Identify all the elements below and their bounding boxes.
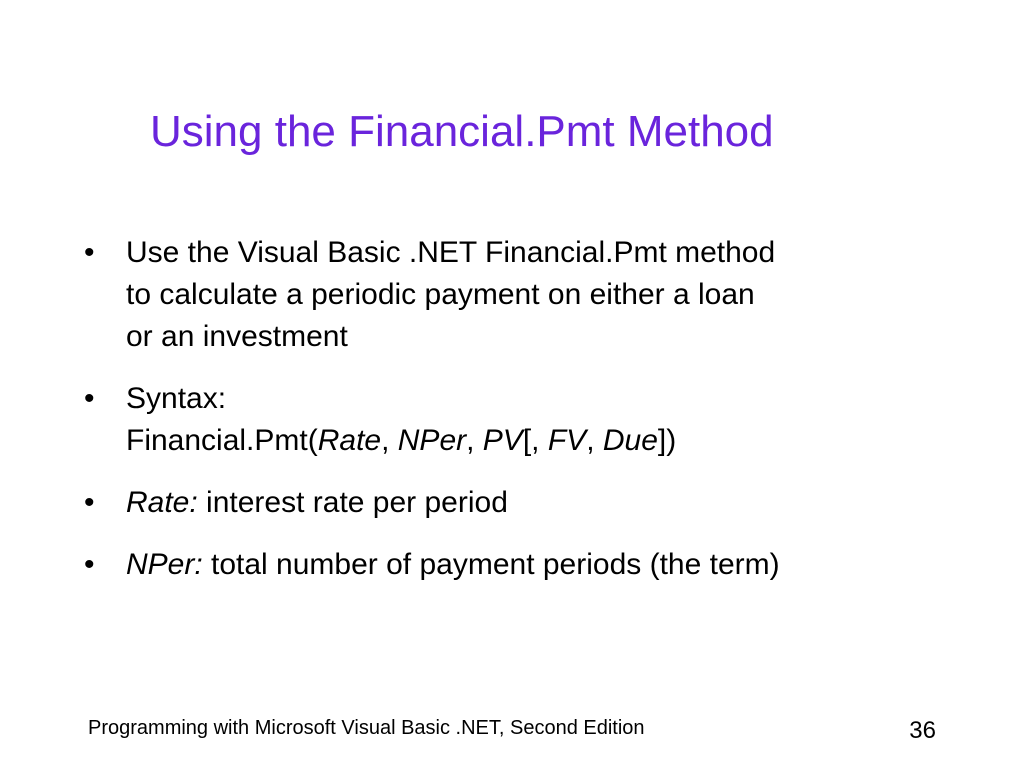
nper-definition-line bbox=[126, 544, 964, 586]
footer-text: Programming with Microsoft Visual Basic .NET, Second Edition bbox=[88, 717, 645, 739]
syntax-separator: , bbox=[381, 424, 398, 457]
syntax-separator: , bbox=[466, 424, 483, 457]
syntax-optional-open: [, bbox=[522, 424, 548, 457]
rate-definition-line bbox=[126, 482, 964, 524]
nper-definition: total number of payment periods (the term) bbox=[202, 548, 780, 581]
syntax-separator: , bbox=[586, 424, 603, 457]
bullet-dot-icon: • bbox=[84, 236, 95, 269]
bullet-dot-icon: • bbox=[84, 548, 95, 581]
syntax-prefix: Financial.Pmt( bbox=[126, 424, 318, 457]
syntax-param-rate: Rate bbox=[317, 424, 382, 457]
bullet-rate bbox=[84, 482, 964, 524]
bullet-dot-icon: • bbox=[84, 382, 95, 415]
bullet-nper bbox=[84, 544, 964, 586]
syntax-suffix: ]) bbox=[657, 424, 677, 457]
bullet-usage-line-1: Use the Visual Basic .NET Financial.Pmt method bbox=[126, 236, 776, 269]
bullet-dot-icon: • bbox=[84, 486, 95, 519]
bullet-usage-line-2: to calculate a periodic payment on either a loan bbox=[126, 278, 755, 311]
bullet-syntax bbox=[84, 378, 964, 462]
slide-title: Using the Financial.Pmt Method bbox=[150, 107, 774, 156]
rate-term: Rate: bbox=[126, 486, 198, 519]
syntax-label: Syntax: bbox=[126, 382, 227, 415]
rate-definition: interest rate per period bbox=[197, 486, 508, 519]
syntax-param-pv: PV bbox=[482, 424, 523, 457]
bullet-usage bbox=[84, 232, 964, 358]
page-number: 36 bbox=[909, 717, 936, 744]
syntax-signature bbox=[126, 420, 964, 462]
bullet-usage-line-3: or an investment bbox=[126, 320, 348, 353]
nper-term: NPer: bbox=[126, 548, 203, 581]
syntax-param-fv: FV bbox=[547, 424, 587, 457]
bullet-list bbox=[84, 232, 964, 606]
syntax-param-due: Due bbox=[602, 424, 658, 457]
syntax-param-nper: NPer bbox=[397, 424, 467, 457]
